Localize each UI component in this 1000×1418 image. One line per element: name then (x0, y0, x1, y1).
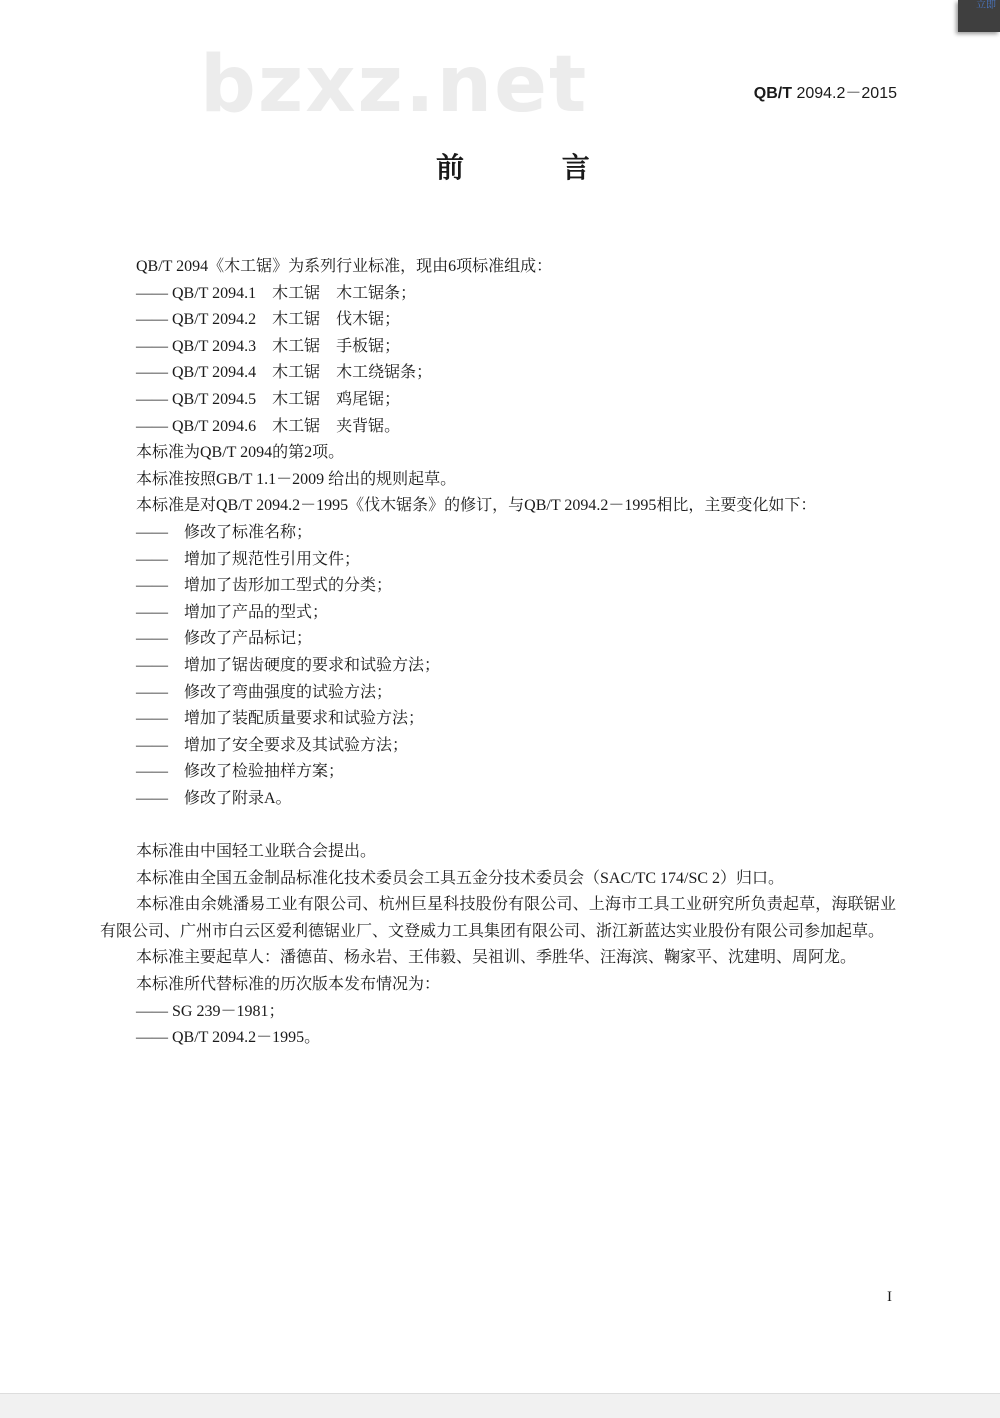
change-item: —— 增加了装配质量要求和试验方法； (136, 710, 425, 728)
watermark: bzxz.net (200, 40, 589, 130)
change-item: —— 增加了锯齿硬度的要求和试验方法； (136, 656, 441, 674)
paragraph: 本标准按照GB/T 1.1－2009 给出的规则起草。 (136, 470, 457, 488)
list-item: —— QB/T 2094.2 木工锯 伐木锯； (136, 311, 401, 329)
change-item: —— 修改了检验抽样方案； (136, 763, 345, 781)
list-item: —— QB/T 2094.6 木工锯 夹背锯。 (136, 417, 401, 435)
intro: QB/T 2094《木工锯》为系列行业标准，现由6项标准组成： (136, 258, 553, 275)
change-item: —— 增加了齿形加工型式的分类； (136, 577, 393, 595)
paragraph: 本标准所代替标准的历次版本发布情况为： (136, 976, 441, 994)
paragraph: 本标准由余姚潘易工业有限公司、杭州巨星科技股份有限公司、上海市工具工业研究所负责起草，海联锯业有限公司、广州市白云区爱利德锯业厂、文登威力工具集团有限公司、浙江新蓝达实业股份有限公司参加起草。 (100, 896, 896, 940)
list-item: —— QB/T 2094.4 木工锯 木工绕锯条； (136, 364, 433, 382)
standard-number (754, 84, 897, 104)
list-item: —— QB/T 2094.5 木工锯 鸡尾锯； (136, 390, 401, 408)
change-item: —— 增加了安全要求及其试验方法； (136, 736, 409, 754)
corner-download-button[interactable] (958, 0, 1000, 32)
change-item: —— 增加了规范性引用文件； (136, 550, 361, 568)
change-item: —— 修改了附录A。 (136, 789, 292, 807)
paragraph: 本标准是对QB/T 2094.2－1995《伐木锯条》的修订，与QB/T 2094.2－1995相比，主要变化如下： (136, 497, 817, 515)
paragraph: 本标准由全国五金制品标准化技术委员会工具五金分技术委员会（SAC/TC 174/SC 2）归口。 (136, 869, 785, 887)
std-num: 2094.2－2015 (796, 85, 897, 102)
paragraph: 本标准为QB/T 2094的第2项。 (136, 444, 345, 462)
history-item: —— QB/T 2094.2－1995。 (136, 1029, 321, 1047)
document-body (100, 254, 896, 1052)
history-item: —— SG 239－1981； (136, 1002, 285, 1020)
change-item: —— 修改了弯曲强度的试验方法； (136, 683, 393, 701)
change-item: —— 增加了产品的型式； (136, 603, 329, 621)
change-item: —— 修改了标准名称； (136, 523, 313, 541)
page-title: 前 言 (436, 151, 634, 184)
std-code: QB/T (753, 85, 792, 102)
list-item: —— QB/T 2094.3 木工锯 手板锯； (136, 337, 401, 355)
list-item: —— QB/T 2094.1 木工锯 木工锯条； (136, 284, 417, 302)
paragraph: 本标准由中国轻工业联合会提出。 (136, 843, 377, 861)
change-item: —— 修改了产品标记； (136, 630, 313, 648)
corner-button-label: 立即 (976, 0, 996, 11)
page-number: I (887, 1289, 892, 1305)
bottom-bar (0, 1393, 1000, 1418)
paragraph: 本标准主要起草人：潘德苗、杨永岩、王伟毅、吴祖训、季胜华、汪海滨、鞠家平、沈建明、周阿龙。 (136, 949, 857, 967)
